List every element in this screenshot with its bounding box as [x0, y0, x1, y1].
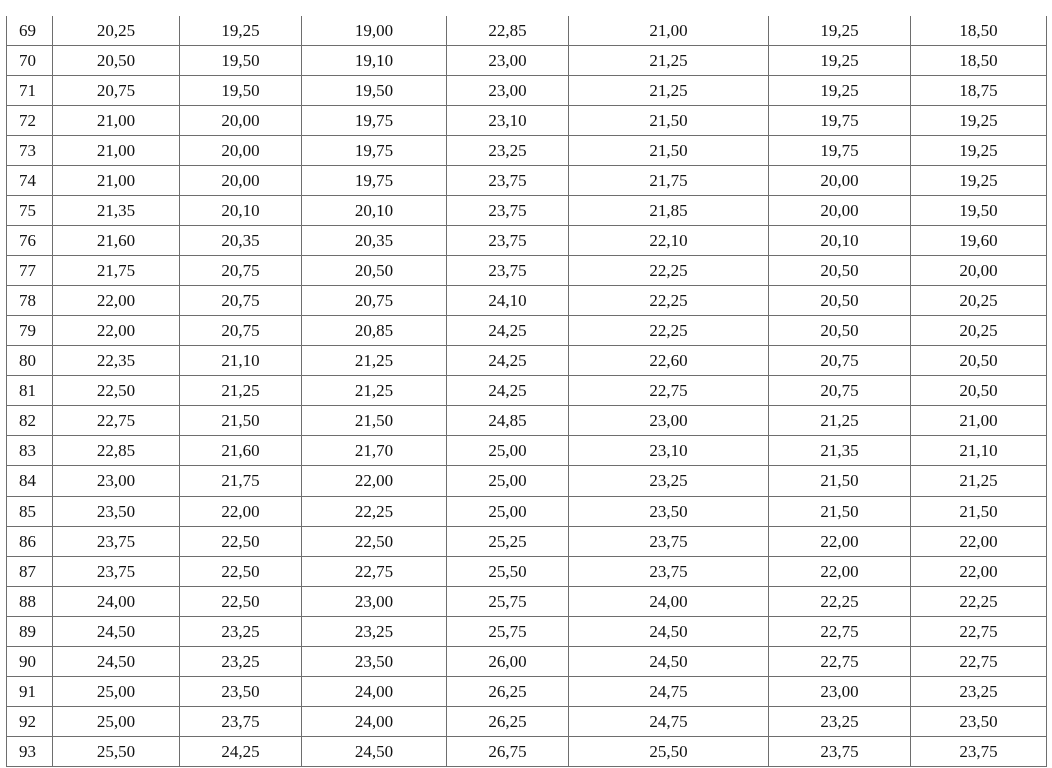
row-number-cell: 70 — [7, 46, 53, 76]
value-cell-col-1: 24,50 — [53, 646, 180, 676]
value-cell-col-1: 22,75 — [53, 406, 180, 436]
value-cell-col-2: 20,75 — [180, 286, 302, 316]
value-cell-col-7: 20,25 — [911, 286, 1047, 316]
value-cell-col-6: 21,50 — [769, 466, 911, 496]
value-cell-col-7: 19,25 — [911, 136, 1047, 166]
value-cell-col-6: 20,50 — [769, 286, 911, 316]
value-cell-col-7: 19,25 — [911, 106, 1047, 136]
value-cell-col-1: 23,00 — [53, 466, 180, 496]
value-cell-col-4: 23,25 — [447, 136, 569, 166]
row-number-cell: 80 — [7, 346, 53, 376]
value-cell-col-2: 20,00 — [180, 136, 302, 166]
value-cell-col-5: 23,25 — [569, 466, 769, 496]
value-cell-col-2: 19,25 — [180, 16, 302, 46]
value-cell-col-6: 19,25 — [769, 76, 911, 106]
value-cell-col-4: 24,85 — [447, 406, 569, 436]
value-cell-col-6: 20,50 — [769, 256, 911, 286]
value-cell-col-5: 22,75 — [569, 376, 769, 406]
value-cell-col-2: 24,25 — [180, 736, 302, 766]
value-cell-col-3: 20,10 — [302, 196, 447, 226]
value-cell-col-7: 20,50 — [911, 346, 1047, 376]
value-cell-col-5: 23,10 — [569, 436, 769, 466]
value-cell-col-6: 19,25 — [769, 16, 911, 46]
value-cell-col-6: 23,25 — [769, 706, 911, 736]
table-row — [7, 76, 1047, 106]
value-cell-col-1: 23,75 — [53, 556, 180, 586]
value-cell-col-4: 25,00 — [447, 496, 569, 526]
value-cell-col-1: 24,50 — [53, 616, 180, 646]
value-cell-col-7: 19,60 — [911, 226, 1047, 256]
row-number-cell: 89 — [7, 616, 53, 646]
value-cell-col-6: 19,25 — [769, 46, 911, 76]
value-cell-col-5: 24,00 — [569, 586, 769, 616]
value-cell-col-3: 20,85 — [302, 316, 447, 346]
row-number-cell: 69 — [7, 16, 53, 46]
row-number-cell: 91 — [7, 676, 53, 706]
value-cell-col-3: 22,00 — [302, 466, 447, 496]
value-cell-col-5: 21,00 — [569, 16, 769, 46]
value-cell-col-1: 22,50 — [53, 376, 180, 406]
value-cell-col-1: 21,35 — [53, 196, 180, 226]
table-row — [7, 286, 1047, 316]
value-cell-col-5: 21,25 — [569, 76, 769, 106]
value-cell-col-3: 24,00 — [302, 676, 447, 706]
value-cell-col-3: 20,75 — [302, 286, 447, 316]
value-cell-col-6: 22,75 — [769, 616, 911, 646]
value-cell-col-1: 25,00 — [53, 706, 180, 736]
value-cell-col-5: 22,60 — [569, 346, 769, 376]
value-cell-col-2: 21,25 — [180, 376, 302, 406]
value-cell-col-7: 19,25 — [911, 166, 1047, 196]
value-cell-col-4: 25,50 — [447, 556, 569, 586]
value-cell-col-5: 21,25 — [569, 46, 769, 76]
value-cell-col-2: 20,00 — [180, 106, 302, 136]
row-number-cell: 73 — [7, 136, 53, 166]
value-cell-col-5: 21,50 — [569, 106, 769, 136]
value-cell-col-6: 19,75 — [769, 106, 911, 136]
value-cell-col-1: 20,50 — [53, 46, 180, 76]
value-cell-col-2: 23,25 — [180, 616, 302, 646]
value-cell-col-1: 21,75 — [53, 256, 180, 286]
data-table — [6, 16, 1047, 767]
row-number-cell: 77 — [7, 256, 53, 286]
value-cell-col-7: 21,25 — [911, 466, 1047, 496]
value-cell-col-6: 23,75 — [769, 736, 911, 766]
value-cell-col-6: 21,50 — [769, 496, 911, 526]
value-cell-col-4: 23,75 — [447, 196, 569, 226]
value-cell-col-1: 22,00 — [53, 316, 180, 346]
value-cell-col-2: 19,50 — [180, 76, 302, 106]
row-number-cell: 82 — [7, 406, 53, 436]
value-cell-col-2: 21,75 — [180, 466, 302, 496]
table-row — [7, 496, 1047, 526]
value-cell-col-3: 19,75 — [302, 106, 447, 136]
value-cell-col-6: 20,75 — [769, 346, 911, 376]
value-cell-col-3: 23,50 — [302, 646, 447, 676]
value-cell-col-4: 24,10 — [447, 286, 569, 316]
value-cell-col-3: 19,00 — [302, 16, 447, 46]
value-cell-col-5: 22,25 — [569, 286, 769, 316]
value-cell-col-7: 22,75 — [911, 616, 1047, 646]
value-cell-col-3: 23,00 — [302, 586, 447, 616]
value-cell-col-1: 25,00 — [53, 676, 180, 706]
table-row — [7, 646, 1047, 676]
value-cell-col-4: 23,00 — [447, 46, 569, 76]
value-cell-col-2: 22,50 — [180, 556, 302, 586]
value-cell-col-6: 20,75 — [769, 376, 911, 406]
value-cell-col-2: 21,10 — [180, 346, 302, 376]
value-cell-col-3: 21,25 — [302, 346, 447, 376]
value-cell-col-4: 26,00 — [447, 646, 569, 676]
row-number-cell: 85 — [7, 496, 53, 526]
value-cell-col-7: 21,50 — [911, 496, 1047, 526]
value-cell-col-2: 19,50 — [180, 46, 302, 76]
row-number-cell: 74 — [7, 166, 53, 196]
value-cell-col-1: 20,75 — [53, 76, 180, 106]
table-row — [7, 166, 1047, 196]
table-row — [7, 616, 1047, 646]
value-cell-col-2: 21,60 — [180, 436, 302, 466]
table-body — [7, 16, 1047, 766]
value-cell-col-4: 23,75 — [447, 166, 569, 196]
value-cell-col-2: 21,50 — [180, 406, 302, 436]
value-cell-col-3: 19,10 — [302, 46, 447, 76]
value-cell-col-2: 20,00 — [180, 166, 302, 196]
row-number-cell: 78 — [7, 286, 53, 316]
value-cell-col-5: 23,75 — [569, 556, 769, 586]
value-cell-col-4: 23,75 — [447, 226, 569, 256]
value-cell-col-2: 20,35 — [180, 226, 302, 256]
value-cell-col-5: 22,10 — [569, 226, 769, 256]
value-cell-col-7: 23,50 — [911, 706, 1047, 736]
value-cell-col-2: 23,75 — [180, 706, 302, 736]
value-cell-col-3: 21,25 — [302, 376, 447, 406]
value-cell-col-6: 22,75 — [769, 646, 911, 676]
value-cell-col-1: 21,00 — [53, 136, 180, 166]
value-cell-col-3: 20,35 — [302, 226, 447, 256]
row-number-cell: 92 — [7, 706, 53, 736]
value-cell-col-7: 22,00 — [911, 526, 1047, 556]
table-row — [7, 346, 1047, 376]
value-cell-col-5: 23,75 — [569, 526, 769, 556]
value-cell-col-7: 22,25 — [911, 586, 1047, 616]
value-cell-col-7: 21,10 — [911, 436, 1047, 466]
value-cell-col-5: 23,00 — [569, 406, 769, 436]
row-number-cell: 93 — [7, 736, 53, 766]
value-cell-col-2: 23,50 — [180, 676, 302, 706]
value-cell-col-7: 20,50 — [911, 376, 1047, 406]
row-number-cell: 81 — [7, 376, 53, 406]
value-cell-col-3: 21,70 — [302, 436, 447, 466]
table-row — [7, 376, 1047, 406]
value-cell-col-3: 20,50 — [302, 256, 447, 286]
table-row — [7, 436, 1047, 466]
value-cell-col-4: 23,00 — [447, 76, 569, 106]
row-number-cell: 71 — [7, 76, 53, 106]
value-cell-col-3: 22,25 — [302, 496, 447, 526]
row-number-cell: 90 — [7, 646, 53, 676]
value-cell-col-2: 22,50 — [180, 586, 302, 616]
value-cell-col-7: 22,75 — [911, 646, 1047, 676]
value-cell-col-1: 20,25 — [53, 16, 180, 46]
value-cell-col-1: 23,50 — [53, 496, 180, 526]
value-cell-col-3: 24,50 — [302, 736, 447, 766]
row-number-cell: 84 — [7, 466, 53, 496]
table-row — [7, 196, 1047, 226]
value-cell-col-6: 22,25 — [769, 586, 911, 616]
row-number-cell: 87 — [7, 556, 53, 586]
value-cell-col-6: 20,00 — [769, 166, 911, 196]
value-cell-col-7: 19,50 — [911, 196, 1047, 226]
value-cell-col-3: 22,75 — [302, 556, 447, 586]
table-row — [7, 406, 1047, 436]
value-cell-col-5: 22,25 — [569, 316, 769, 346]
value-cell-col-6: 20,50 — [769, 316, 911, 346]
value-cell-col-4: 25,00 — [447, 436, 569, 466]
value-cell-col-1: 22,00 — [53, 286, 180, 316]
value-cell-col-7: 21,00 — [911, 406, 1047, 436]
row-number-cell: 76 — [7, 226, 53, 256]
table-row — [7, 256, 1047, 286]
value-cell-col-7: 20,25 — [911, 316, 1047, 346]
value-cell-col-7: 18,50 — [911, 46, 1047, 76]
table-row — [7, 676, 1047, 706]
value-cell-col-6: 21,25 — [769, 406, 911, 436]
value-cell-col-7: 22,00 — [911, 556, 1047, 586]
value-cell-col-7: 18,75 — [911, 76, 1047, 106]
value-cell-col-4: 26,25 — [447, 676, 569, 706]
value-cell-col-1: 22,85 — [53, 436, 180, 466]
table-row — [7, 136, 1047, 166]
row-number-cell: 83 — [7, 436, 53, 466]
table-row — [7, 466, 1047, 496]
table-row — [7, 106, 1047, 136]
value-cell-col-2: 20,75 — [180, 256, 302, 286]
value-cell-col-6: 19,75 — [769, 136, 911, 166]
value-cell-col-5: 24,75 — [569, 706, 769, 736]
value-cell-col-1: 21,00 — [53, 166, 180, 196]
table-row — [7, 706, 1047, 736]
value-cell-col-5: 21,50 — [569, 136, 769, 166]
value-cell-col-2: 23,25 — [180, 646, 302, 676]
table-row — [7, 526, 1047, 556]
value-cell-col-3: 19,75 — [302, 166, 447, 196]
value-cell-col-5: 23,50 — [569, 496, 769, 526]
value-cell-col-6: 20,00 — [769, 196, 911, 226]
value-cell-col-1: 23,75 — [53, 526, 180, 556]
value-cell-col-4: 26,25 — [447, 706, 569, 736]
value-cell-col-5: 21,85 — [569, 196, 769, 226]
value-cell-col-7: 18,50 — [911, 16, 1047, 46]
value-cell-col-5: 24,75 — [569, 676, 769, 706]
value-cell-col-7: 23,75 — [911, 736, 1047, 766]
value-cell-col-6: 22,00 — [769, 526, 911, 556]
value-cell-col-1: 21,60 — [53, 226, 180, 256]
value-cell-col-2: 22,00 — [180, 496, 302, 526]
value-cell-col-2: 22,50 — [180, 526, 302, 556]
value-cell-col-3: 24,00 — [302, 706, 447, 736]
table-row — [7, 46, 1047, 76]
value-cell-col-7: 23,25 — [911, 676, 1047, 706]
value-cell-col-3: 21,50 — [302, 406, 447, 436]
value-cell-col-4: 26,75 — [447, 736, 569, 766]
value-cell-col-3: 23,25 — [302, 616, 447, 646]
value-cell-col-1: 21,00 — [53, 106, 180, 136]
table-row — [7, 736, 1047, 766]
table-row — [7, 316, 1047, 346]
value-cell-col-4: 24,25 — [447, 316, 569, 346]
table-row — [7, 586, 1047, 616]
value-cell-col-3: 22,50 — [302, 526, 447, 556]
row-number-cell: 72 — [7, 106, 53, 136]
value-cell-col-6: 23,00 — [769, 676, 911, 706]
value-cell-col-5: 25,50 — [569, 736, 769, 766]
value-cell-col-4: 22,85 — [447, 16, 569, 46]
value-cell-col-4: 23,10 — [447, 106, 569, 136]
value-cell-col-2: 20,10 — [180, 196, 302, 226]
value-cell-col-4: 23,75 — [447, 256, 569, 286]
value-cell-col-4: 25,75 — [447, 586, 569, 616]
value-cell-col-4: 25,00 — [447, 466, 569, 496]
value-cell-col-6: 20,10 — [769, 226, 911, 256]
value-cell-col-6: 21,35 — [769, 436, 911, 466]
value-cell-col-1: 25,50 — [53, 736, 180, 766]
value-cell-col-7: 20,00 — [911, 256, 1047, 286]
value-cell-col-5: 21,75 — [569, 166, 769, 196]
value-cell-col-3: 19,75 — [302, 136, 447, 166]
value-cell-col-4: 25,25 — [447, 526, 569, 556]
value-cell-col-5: 24,50 — [569, 616, 769, 646]
value-cell-col-2: 20,75 — [180, 316, 302, 346]
value-cell-col-4: 25,75 — [447, 616, 569, 646]
value-cell-col-1: 22,35 — [53, 346, 180, 376]
row-number-cell: 79 — [7, 316, 53, 346]
value-cell-col-5: 24,50 — [569, 646, 769, 676]
row-number-cell: 88 — [7, 586, 53, 616]
value-cell-col-3: 19,50 — [302, 76, 447, 106]
row-number-cell: 75 — [7, 196, 53, 226]
table-row — [7, 16, 1047, 46]
value-cell-col-4: 24,25 — [447, 346, 569, 376]
value-cell-col-1: 24,00 — [53, 586, 180, 616]
value-cell-col-5: 22,25 — [569, 256, 769, 286]
row-number-cell: 86 — [7, 526, 53, 556]
value-cell-col-4: 24,25 — [447, 376, 569, 406]
table-row — [7, 226, 1047, 256]
value-cell-col-6: 22,00 — [769, 556, 911, 586]
table-row — [7, 556, 1047, 586]
